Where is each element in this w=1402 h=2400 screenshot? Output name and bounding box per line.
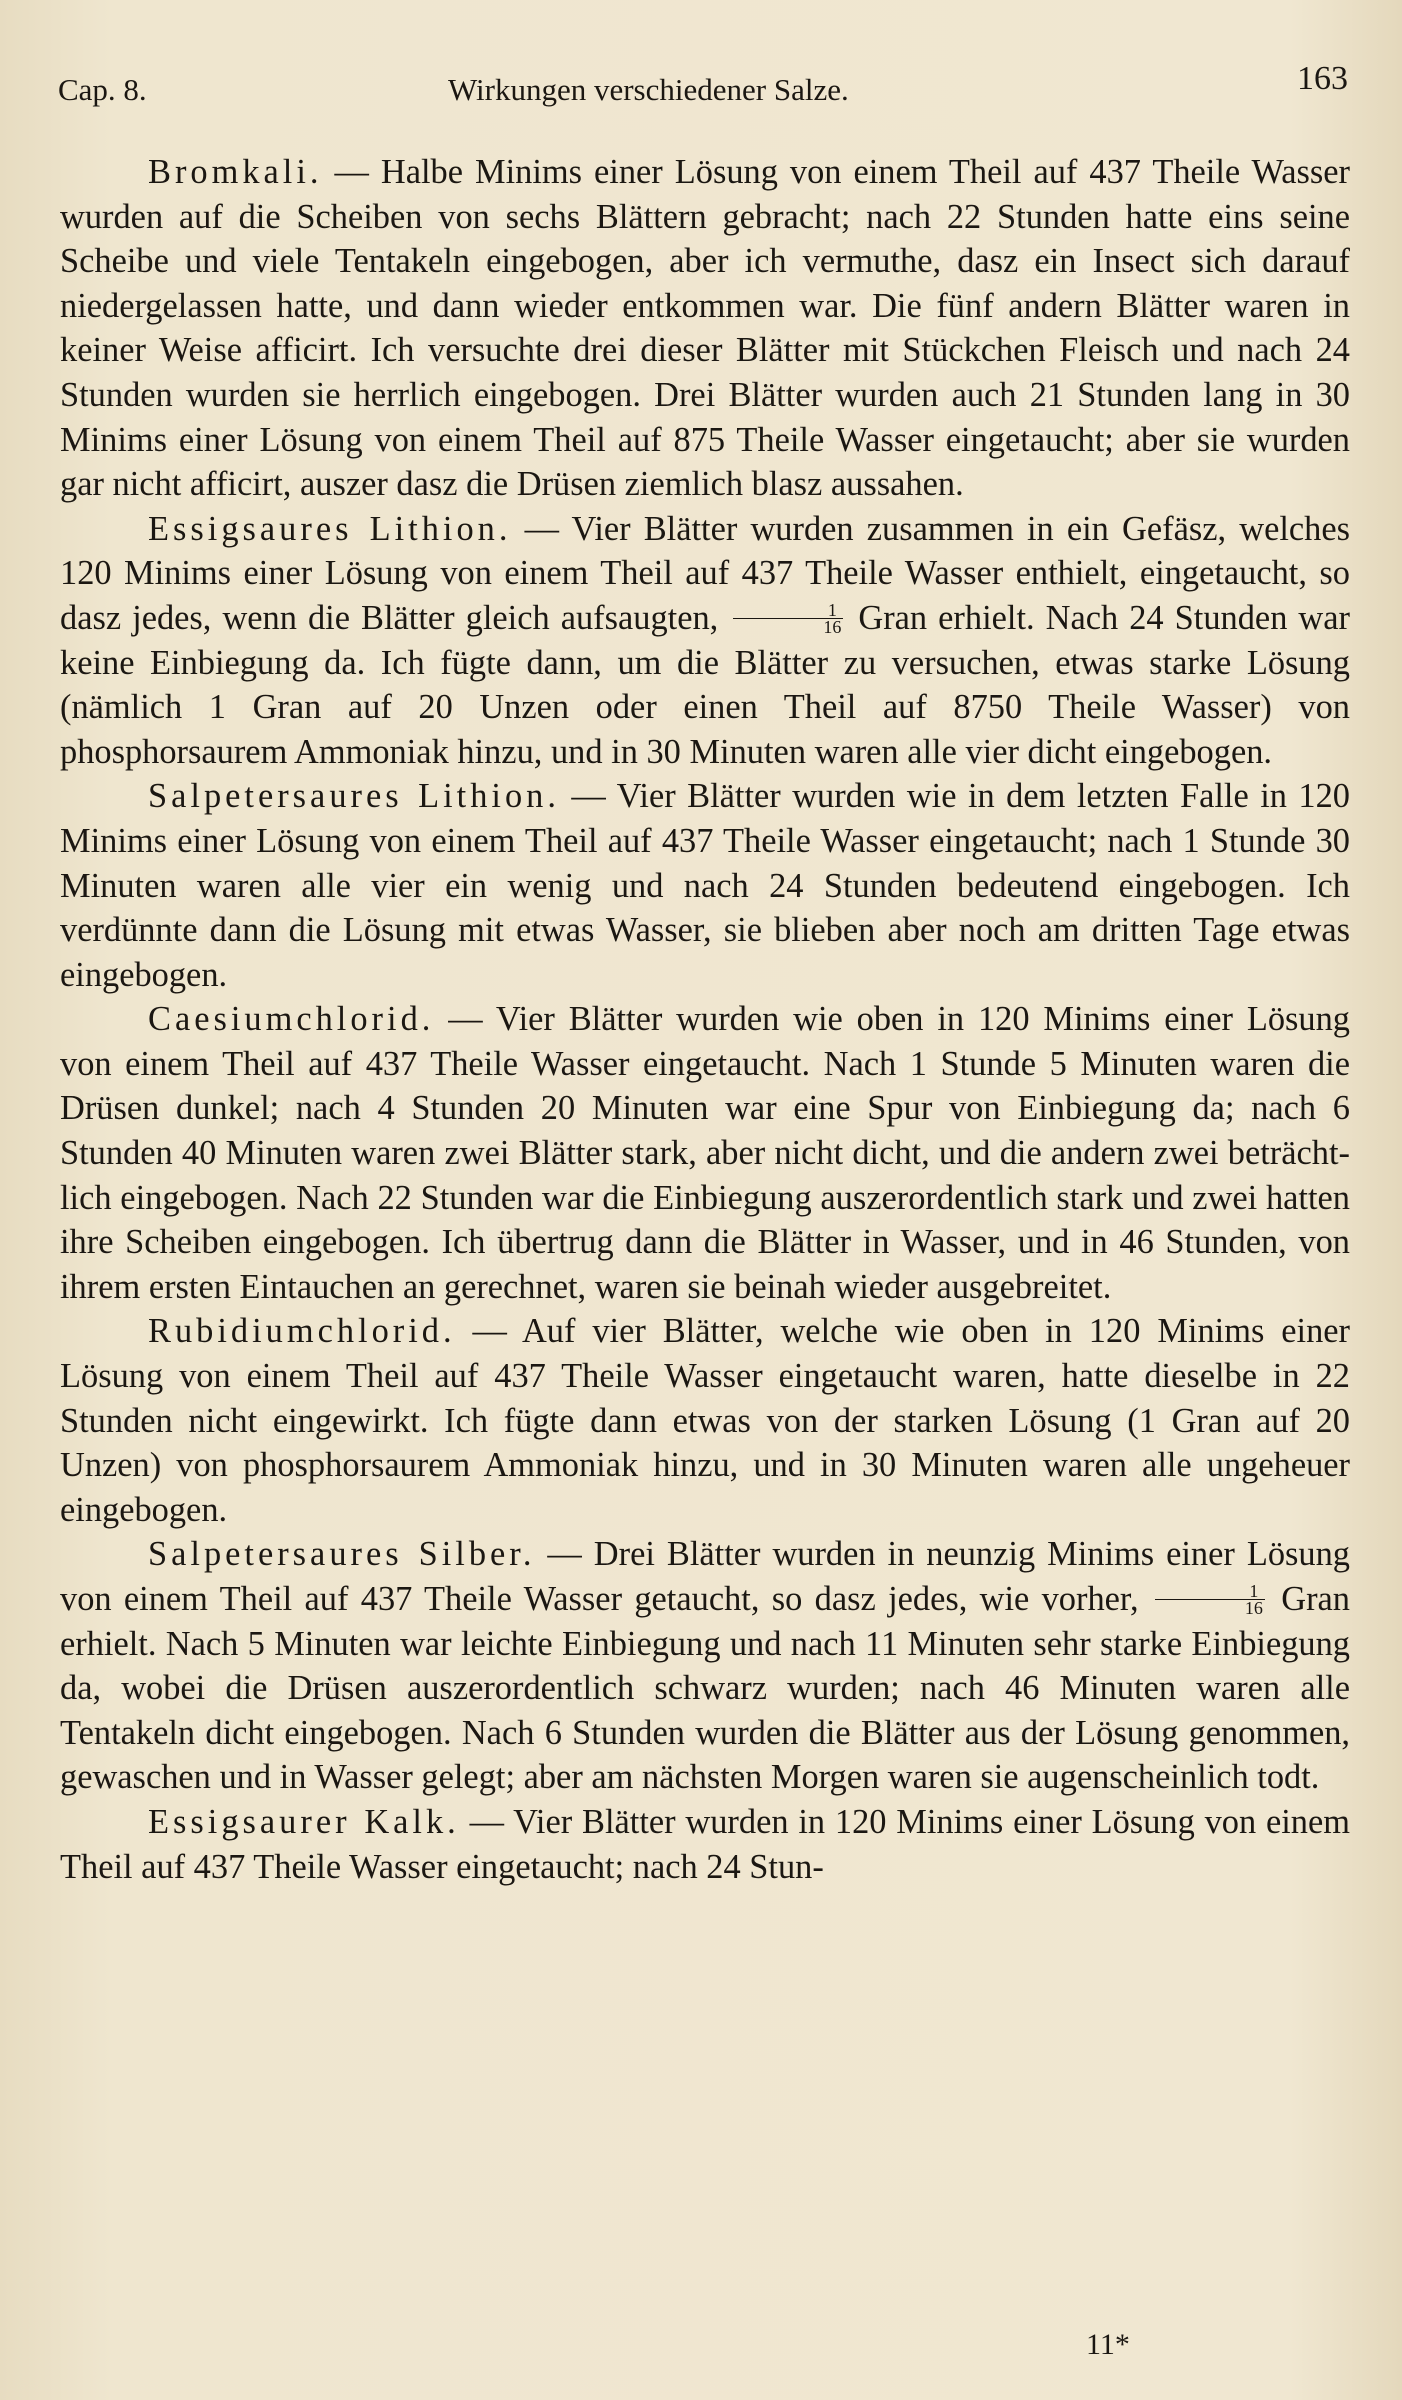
running-header	[58, 58, 1348, 108]
paragraph-heading: Essigsaures Lithion.	[148, 509, 512, 548]
paragraph-text: — Vier Blätter wurden wie oben in 120 Minims einer Lösung von einem Theil auf 437 Theile Wasser eingetaucht. Nach 1 Stunde 5 Minuten waren die Drüsen dunkel; nach 4 Stunden 20 Minuten war eine Spur von Einbiegung da; nach 6 Stunden 40 Minuten waren zwei Blätter stark, aber nicht dicht, und die andern zwei beträchtlich eingebogen. Nach 22 Stunden war die Einbiegung auszerordentlich stark und zwei hatten ihre Scheiben eingebogen. Ich übertrug dann die Blätter in Wasser, und in 46 Stunden, von ihrem ersten Eintauchen an gerechnet, waren sie beinah wieder ausgebreitet.	[60, 1000, 1350, 1306]
paragraph-text: — Halbe Minims einer Lösung von einem Theil auf 437 Theile Wasser wurden auf die Scheiben von sechs Blättern gebracht; nach 22 Stunden hatte eins seine Scheibe und viele Tentakeln eingebogen, aber ich vermuthe, dasz ein Insect sich darauf niedergelassen hatte, und dann wieder entkommen war. Die fünf andern Blätter waren in keiner Weise afficirt. Ich versuchte drei dieser Blätter mit Stückchen Fleisch und nach 24 Stunden wurden sie herrlich eingebogen. Drei Blätter wurden auch 21 Stunden lang in 30 Minims einer Lösung von einem Theil auf 875 Theile Wasser eingetaucht; aber sie wurden gar nicht afficirt, auszer dasz die Drüsen ziemlich blasz aussahen.	[60, 153, 1350, 504]
paragraph-salpetersaures-lithion	[60, 774, 1350, 997]
paragraph-heading: Bromkali.	[148, 153, 323, 191]
paragraph-text: — Auf vier Blätter, welche wie oben in 120 Minims einer Lösung von einem Theil auf 437 Theile Wasser eingetaucht waren, hatte dieselbe in 22 Stunden nicht eingewirkt. Ich fügte dann etwas von der starken Lösung (1 Gran auf 20 Unzen) von phosphorsaurem Ammoniak hinzu, und in 30 Minuten waren alle ungeheuer eingebogen.	[60, 1312, 1350, 1529]
chapter-label: Cap. 8.	[58, 72, 147, 107]
paragraph-bromkali	[60, 150, 1350, 507]
paragraph-heading: Caesiumchlorid.	[148, 1000, 435, 1039]
fraction	[1155, 1580, 1265, 1618]
paragraph-text: Gran erhielt. Nach 5 Minuten war leichte Einbiegung und nach 11 Minuten sehr starke Einbiegung da, wobei die Drüsen auszerordentlich schwarz wurden; nach 46 Minuten waren alle Tentakeln dicht eingebogen. Nach 6 Stunden wurden die Blätter aus der Lösung genommen, gewaschen und in Wasser gelegt; aber am nächsten Morgen waren sie augenscheinlich todt.	[60, 1580, 1350, 1797]
paragraph-text: — Vier Blätter wurden zusammen in ein Gefäsz, welches 120 Minims einer Lösung von einem Theil auf 437 Theile Wasser enthielt, eingetaucht, so dasz jedes, wenn die Blätter gleich aufsaugten,	[60, 509, 1351, 637]
paragraph-heading: Salpetersaures Silber.	[148, 1535, 536, 1574]
paragraph-heading: Rubidiumchlorid.	[148, 1312, 456, 1351]
paragraph-heading: Salpetersaures Lithion.	[148, 777, 560, 816]
fraction-numerator: 1	[1155, 1583, 1265, 1600]
running-title: Wirkungen verschiedener Salze.	[448, 72, 849, 107]
paragraph-text: Gran erhielt. Nach 24 Stunden war keine Einbiegung da. Ich fügte dann, um die Blätter zu versuchen, etwas starke Lösung (nämlich 1 Gran auf 20 Unzen oder einen Theil auf 8750 Theile Wasser) von phosphorsaurem Ammoniak hinzu, und in 30 Minuten waren alle vier dicht eingebogen.	[60, 598, 1350, 771]
fraction-numerator: 1	[733, 602, 843, 619]
fraction-denominator: 16	[1244, 1597, 1263, 1618]
paragraph-heading: Essigsaurer Kalk.	[148, 1802, 460, 1841]
paragraph-caesiumchlorid	[60, 997, 1350, 1309]
paragraph-salpetersaures-silber	[60, 1532, 1350, 1800]
paragraph-text: — Drei Blätter wurden in neunzig Minims einer Lösung von einem Theil auf 437 Theile Wasser getaucht, so dasz jedes, wie vorher,	[60, 1535, 1350, 1618]
page-number: 163	[1297, 60, 1348, 97]
body-text	[60, 150, 1350, 1889]
fraction	[733, 599, 843, 637]
signature-mark: 11*	[1086, 2328, 1130, 2361]
paragraph-text: — Vier Blätter wurden in 120 Minims einer Lösung von einem Theil auf 437 Theile Wasser eingetaucht; nach 24 Stun-	[60, 1802, 1350, 1886]
paragraph-rubidiumchlorid	[60, 1309, 1350, 1532]
fraction-denominator: 16	[823, 616, 842, 637]
paragraph-essigsaurer-kalk	[60, 1800, 1350, 1889]
paragraph-essigsaures-lithion	[60, 507, 1350, 775]
paragraph-text: — Vier Blätter wurden wie in dem letzten Falle in 120 Minims einer Lösung von einem Theil auf 437 Theile Wasser eingetaucht; nach 1 Stunde 30 Minuten waren alle vier ein wenig und nach 24 Stunden bedeutend eingebogen. Ich verdünnte dann die Lösung mit etwas Wasser, sie blieben aber noch am dritten Tage etwas eingebogen.	[60, 777, 1350, 994]
